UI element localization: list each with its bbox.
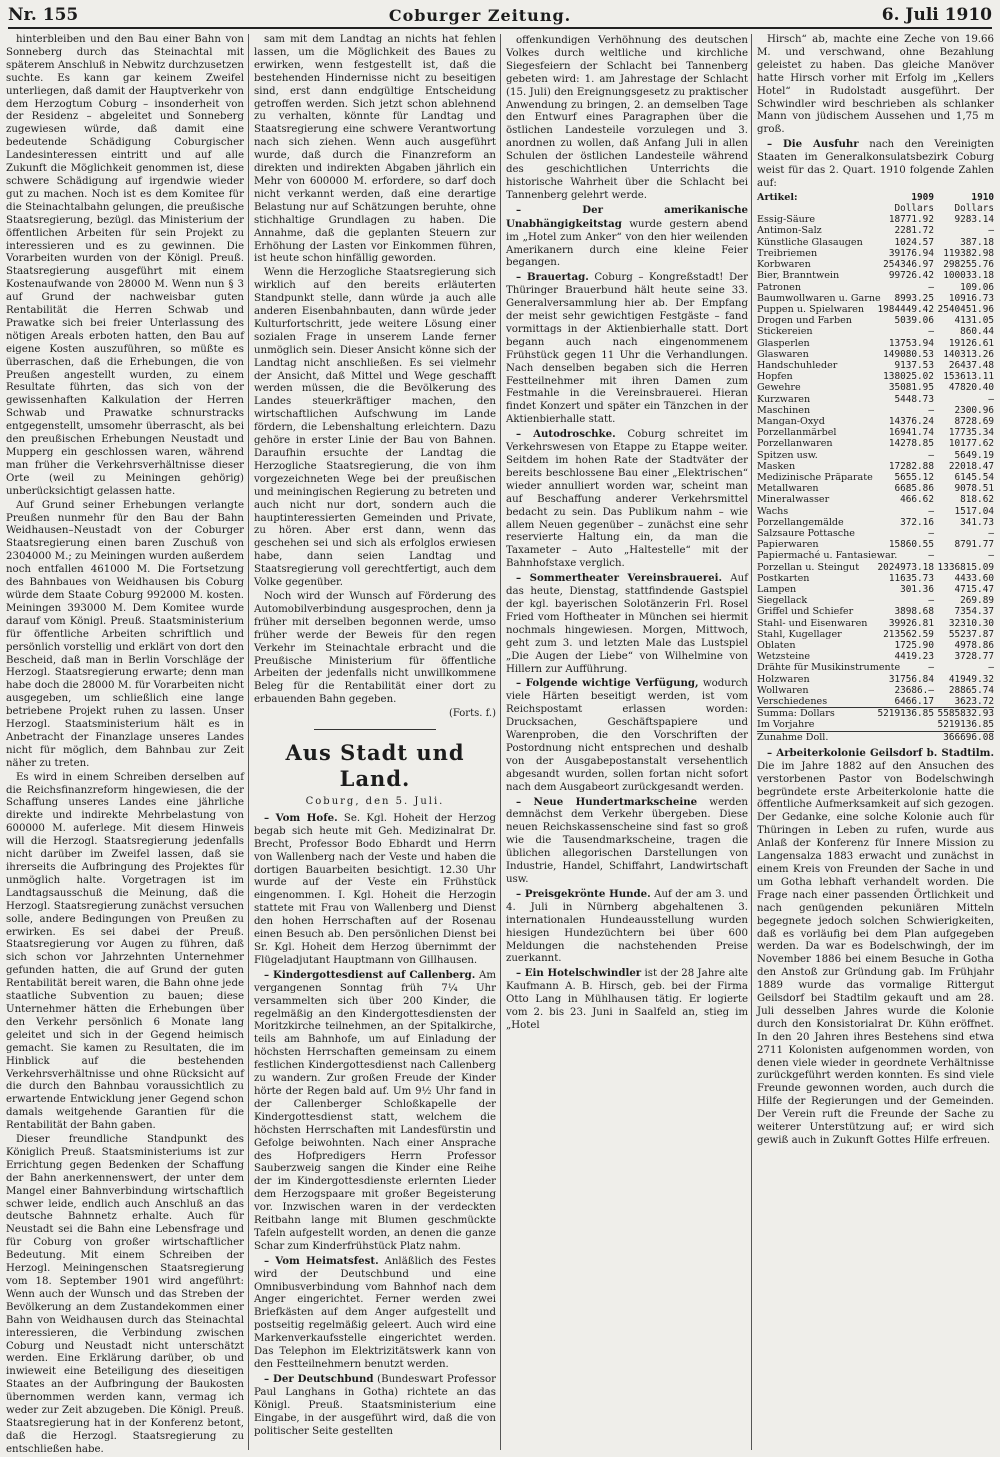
table-cell-1909: 1024.57 xyxy=(894,236,934,248)
article xyxy=(506,204,748,271)
table-cell-1909: 17282.88 xyxy=(888,460,934,472)
table-row xyxy=(757,338,994,349)
paragraph: hinterbleiben und den Bau einer Bahn von Sonneberg durch das Steinachtal mit späterem Anschluß in Nebwitz durchzusetzen suchte. Es kann gar keinem Zweifel unterliegen, daß damit der Hauptverkehr von dem Herzogtum Coburg – insonderheit von der Residenz – abgeleitet und Sonneberg zugewiesen würde, daß damit eine bedeutende Schädigung Coburgischer Landesinteressen eintritt und auf alle Zukunft die Möglichkeit genommen ist, diese schwere Schädigung auf irgendwie wieder gut zu machen. Noch ist es dem Komitee für die Steinachtalbahn gelungen, die preußische Staatsregierung, bezügl. das Ministerium der öffentlichen Arbeiten für sein Projekt zu interessieren und es zu gewinnen. Die Vorarbeiten wurden von der Königl. Preuß. Staatsregierung ausgeführt mit einem Kostenaufwande von 28000 M. Wenn nun § 3 auf Grund der nachweisbar guten Rentabilität die Herren Schwab und Prawatke sich bei freier Unterlassung des nötigen Areals erboten hatten, den Bau auf eigene Kosten auszuführen, so müßte es überraschen, daß die Erhebungen, die von Preußen angestellt wurden, zu einem Resultate führten, das sich von der gewissenhaften Kalkulation der Herren Schwab und Prawatke schnurstracks entgegenstellt, umsomehr überrascht, als bei den preußischen Erhebungen Neustadt und Mupperg ein geschlossen waren, während man früher die Verkehrsverhältnisse dieser Orte (weil zu Meiningen gehörig) unberücksichtigt gelassen hatte. xyxy=(6,34,244,497)
table-cell-item: Verschiedenes xyxy=(757,696,828,708)
article-text: ist der 28 Jahre alte Kaufmann A. B. Hirsch, geb. bei der Firma Otto Lang in Mühlhausen tätig. Er logierte vom 2. bis 23. Juni in Saalfeld an, stieg im „Hotel xyxy=(506,968,748,1031)
table-cell-1909: 6685.86 xyxy=(894,483,934,495)
table-cell-item: Mangan-Oxyd xyxy=(757,415,825,427)
article-heading: – Preisgekrönte Hunde. xyxy=(516,887,651,900)
table-row xyxy=(757,640,994,651)
paragraph: Auf Grund seiner Erhebungen verlangte Preußen nunmehr für den Bau der Bahn Weidhausen–Neustadt von der Coburger Staatsregierung einen baren Zuschuß von 2304000 M.; zu Meiningen wurden außerdem noch entfallen 461000 M. Die Fortsetzung des Bahnbaues von Weidhausen bis Coburg würde dem Staate Coburg 992000 M. kosten. Meiningen 393000 M. Dem Komitee wurde darauf vom Königl. Preuß. Staatsministerium für öffentliche Arbeiten schriftlich und persönlich vorstellig und erklärt von dort den Bescheid, daß man in Berlin Vorschläge der Herzogl. Staatsregierung erwarte; denn man habe doch die 28000 M. für Vorarbeiten nicht ausgegeben, um schließlich eine lange betriebene Projekt ruhen zu lassen. Unser Herzogl. Staatsministerium hält es in Anbetracht der Finanzlage unseres Landes nicht für möglich, dem Bahnbau zur Zeit näher zu treten. xyxy=(6,499,244,769)
table-cell-1910: 4978.86 xyxy=(954,640,994,651)
table-row xyxy=(757,450,994,461)
article xyxy=(506,34,748,203)
article-heading: – Ein Hotelschwindler xyxy=(516,967,642,980)
table-cell-1910: 7354.37 xyxy=(954,606,994,618)
table-cell-1910: 9283.14 xyxy=(954,214,994,226)
article-text: Auf das heute, Dienstag, stattfindende Gastspiel der kgl. bayerischen Solotänzerin Frl. Rosel Fried vom Hoftheater in München sei hiermit nochmals hingewiesen. Morgen, Mittwoch, geht zum 3. und letzten Male das Lustspiel „Die Augen der Liebe“ von Wilhelmine von Hillern zur Aufführung. xyxy=(506,573,748,675)
table-header-1909: 1909 xyxy=(911,191,934,203)
table-cell-1910: — xyxy=(988,527,994,539)
table-cell-1910: 6145.54 xyxy=(954,471,994,483)
table-cell-item: Essig-Säure xyxy=(757,214,816,226)
article-text: offenkundigen Verhöhnung des deutschen Volkes durch weltliche und kirchliche Siegesfeiern der Schlacht bei Tannenberg gebeten wird: 1. am Jahrestage der Schlacht (15. Juli) den Ereignungsgesetz zu praktischer Anwendung zu bringen, 2. an demselben Tage den Entwurf eines Paragraphen über die östlichen Landesteile vorzulegen und 3. anordnen zu wollen, daß Anfang Juli in allen Schulen der östlichen Landesteile während des geschichtlichen Unterrichts die historische Wahrheit über die Schlacht bei Tannenberg gelehrt werde. xyxy=(506,35,748,201)
column-divider xyxy=(751,34,752,1450)
table-cell-1910: — xyxy=(988,225,994,237)
table-cell-1909: — xyxy=(928,595,934,607)
table-row xyxy=(757,438,994,449)
table-row xyxy=(757,696,994,708)
table-row xyxy=(757,618,994,629)
article xyxy=(506,428,748,571)
article-text: Auf der am 3. und 4. Juli in Nürnberg abgehaltenen 3. internationalen Hundeausstellung wurden hiesigen Hundezüchtern bei über 600 Meldungen die nachstehenden Preise zuerkannt. xyxy=(506,888,748,965)
table-cell-1909: — xyxy=(928,662,934,674)
table-cell-1909: 138025.02 xyxy=(883,371,934,383)
table-unit-row xyxy=(757,203,994,214)
table-row xyxy=(757,461,994,472)
table-row xyxy=(757,394,994,405)
table-row xyxy=(757,349,994,360)
table-row xyxy=(757,539,994,550)
sum-1910: 5585832.93 xyxy=(934,708,994,720)
table-cell-1910: 2300.96 xyxy=(954,404,994,416)
table-cell-1909: — xyxy=(928,281,934,293)
table-cell-1910: 298255.76 xyxy=(943,259,994,271)
table-cell-1910: 41949.32 xyxy=(948,673,994,685)
table-cell-1910: 3728.77 xyxy=(954,651,994,663)
column-divider xyxy=(248,34,249,1450)
table-cell-item: Oblaten xyxy=(757,640,796,651)
table-cell-item: Maschinen xyxy=(757,404,811,416)
table-cell-item: Holzwaren xyxy=(757,673,810,685)
article-heading: – Die Ausfuhr xyxy=(767,138,859,151)
paragraph: Hirsch“ ab, machte eine Zeche von 19.66 M. und verschwand, ohne Bezahlung geleistet zu haben. Das gleiche Manöver hatte Hirsch vorher mit Erfolg im „Kellers Hotel“ in Rudolstadt ausgeführt. Der Schwindler wird beschrieben als schlanker Mann von jüdischem Aussehen und 1,75 m groß. xyxy=(757,34,994,136)
article xyxy=(506,271,748,427)
article-heading: – Sommertheater Vereinsbrauerei. xyxy=(516,572,723,585)
article-text: (Bundeswart Professor Paul Langhans in Gotha) richtete an das Königl. Preuß. Staatsministerium eine Eingabe, in der ausgeführt wird, daß die von politischer Seite gestellten xyxy=(254,1373,496,1437)
table-cell-item: Porzellangemälde xyxy=(757,516,844,528)
table-cell-1910: 9078.51 xyxy=(954,483,994,495)
article-heading: – Arbeiterkolonie Geilsdorf b. Stadtilm. xyxy=(767,746,994,759)
table-cell-1909: 15860.55 xyxy=(888,539,934,551)
issue-number: Nr. 155 xyxy=(8,5,79,25)
table-header-1910: 1910 xyxy=(971,191,994,203)
article xyxy=(506,967,748,1033)
article-heading: – Vom Hofe. xyxy=(264,811,338,824)
article xyxy=(506,796,748,887)
article-heading: – Autodroschke. xyxy=(516,428,616,441)
table-cell-1909: 35081.95 xyxy=(888,382,934,394)
masthead xyxy=(8,4,992,26)
table-cell-1909: 466.62 xyxy=(900,494,934,506)
table-cell-item: Künstliche Glasaugen xyxy=(757,236,863,248)
article-heading: – Der amerikanische Unabhängigkeitstag xyxy=(506,203,748,230)
table-cell-1910: 8728.69 xyxy=(954,415,994,427)
table-cell-1909: — xyxy=(928,449,934,461)
table-row xyxy=(757,517,994,528)
section-title: Aus Stadt und Land. xyxy=(285,740,465,792)
paragraph: sam mit dem Landtag an nichts hat fehlen lassen, um die Möglichkeit des Baues zu erwirken, wenn festgestellt ist, daß die bestehenden Hindernisse nicht zu beseitigen sind, erst dann endgültige Entscheidung getroffen werden. Sich jetzt schon ablehnend zu verhalten, könnte für Landtag und Staatsregierung eine schwere Verantwortung nach sich ziehen. Wenn auch ausgeführt wurde, daß durch die Finanzreform an direkten und indirekten Abgaben jährlich ein Mehr von 600000 M. erfordere, so darf doch nicht verkannt werden, daß eine derartige Belastung nur auf Schätzungen beruhte, ohne stichhaltige Grundlagen zu haben. Die Annahme, daß die geplanten Steuern zur Erhöhung der Lasten vor Einkommen führen, ist heute schon hinfällig geworden. xyxy=(254,34,496,265)
table-cell-1910: 22018.47 xyxy=(948,460,994,472)
newspaper-title: Coburger Zeitung. xyxy=(388,5,572,25)
table-cell-item: Korbwaren xyxy=(757,259,811,271)
table-cell-1909: 1725.90 xyxy=(894,640,934,651)
table-cell-1909: 6466.17 xyxy=(894,696,934,708)
paragraph: Noch wird der Wunsch auf Förderung des Automobilverbindung ausgesprochen, denn ja früher mit derselben begonnen werde, umso früher werde der Beweis für den regen Verkehr im Steinachtale erbracht und die Preußische Ministerium für öffentliche Arbeiten der jedenfalls nicht unwillkommene Beleg für die Rentabilität einer dort zu erbauenden Bahn gegeben. xyxy=(254,590,496,706)
table-cell-item: Salzsaure Pottasche xyxy=(757,527,855,539)
article xyxy=(506,888,748,966)
table-row xyxy=(757,472,994,483)
table-cell-1909: 11635.73 xyxy=(888,572,934,584)
table-cell-1910: 119382.98 xyxy=(943,247,994,259)
table-row xyxy=(757,651,994,662)
table-cell-item: Spitzen usw. xyxy=(757,449,818,461)
article-text: werden demnächst dem Verkehr übergeben. Diese neuen Reichskassenscheine sind fast so groß wie die Tausendmarkscheine, tragen die üblichen allegorischen Darstellungen von Industrie, Handel, Schiffahrt, Landwirtschaft usw. xyxy=(506,796,748,885)
sum-1909: 5219136.85 xyxy=(874,708,934,720)
table-row xyxy=(757,528,994,539)
table-cell-item: Postkarten xyxy=(757,572,810,584)
table-row xyxy=(757,270,994,281)
paragraph: Dieser freundliche Standpunkt des Königlich Preuß. Staatsministeriums ist zur Errichtung gegen Bedenken der Schaffung der Bahn anerkennenswert, der unter dem Mangel einer Bahnverbindung wirtschaftlich schwer leide, endlich auch Anschluß an das deutsche Bahnnetz erhalte. Auch für Neustadt sei die Bahn eine Lebensfrage und für Coburg von großer wirtschaftlicher Bedeutung. Mit einem Schreiben der Herzogl. Meiningenschen Staatsregierung vom 18. September 1901 wird angeführt: Wenn auch der Wunsch und das Streben der Bevölkerung an dem Zustandekommen einer Bahn von Weidhausen durch das Steinachtal interessieren, die Verbindung zwischen Coburg und Neustadt nicht unterschätzt werden. Eine Erklärung darüber, ob und inwieweit eine Beteiligung des dieseitigen Staates an der Aufbringung der Baukosten übernommen werden kann, vermag ich weder zur Zeit abzugeben. Die Königl. Preuß. Staatsregierung hat in der Konferenz betont, daß die Herzogl. Staatsregierung zu entschließen habe. xyxy=(6,1134,244,1455)
table-cell-1910: 818.62 xyxy=(960,494,994,506)
table-cell-1910: 3623.72 xyxy=(954,696,994,708)
table-cell-1909: — xyxy=(928,505,934,517)
table-cell-1910: 860.44 xyxy=(960,326,994,338)
table-row xyxy=(757,573,994,584)
table-cell-1910: 4433.60 xyxy=(954,572,994,584)
table-row xyxy=(757,416,994,427)
table-unit: Dollars xyxy=(894,203,934,215)
table-cell-1910: 17735.34 xyxy=(948,427,994,439)
table-row xyxy=(757,629,994,640)
article-heading: – Neue Hundertmarkscheine xyxy=(516,795,698,808)
article-heading: – Der Deutschbund xyxy=(264,1372,374,1385)
table-row xyxy=(757,674,994,685)
table-increase-row xyxy=(757,731,994,743)
table-cell-1909: — xyxy=(928,404,934,416)
table-cell-1909: 213562.59 xyxy=(883,628,934,640)
table-cell-1910: 4715.47 xyxy=(954,583,994,595)
paragraph: Es wird in einem Schreiben derselben auf die Reichsfinanzreform hingewiesen, die der Schaffung unseres Landes eine jährliche direkte und indirekte Mehrbelastung von 600000 M. auferlege. Mit diesem Hinweis will die Herzogl. Staatsregierung jedenfalls nicht darüber im Zweifel lassen, daß sie ihrerseits die Aufbringung des Projektes für unmöglich halte. Vorgetragen ist im Landtagsausschuß die Meinung, daß die Herzogl. Staatsregierung zunächst versuchen solle, andere Bedingungen von Preußen zu erwirken. Es sei dabei der Preuß. Staatsregierung vor Augen zu führen, daß sich schon vor Jahrzehnten Unternehmer gefunden hatten, die auf Grund der guten Rentabilität bereit waren, die Bahn ohne jede staatliche Subvention zu bauen; diese Unternehmer hätten die Erhebungen über den Verkehr persönlich 6 Monate lang geleitet und sich in der Gegend heimisch gemacht. Sie kamen zu Resultaten, die im Hinblick auf die bestehenden Verkehrsverhältnisse und ohne Rücksicht auf die durch den Bahnbau voraussichtlich zu erwartende Entwicklung jener Gegend schon damals weitgehende Garantien für die Rentabilität der Bahn gaben. xyxy=(6,771,244,1132)
column-divider xyxy=(500,34,501,1450)
table-cell-1909: 23686.— xyxy=(894,684,934,696)
table-cell-item: Metallwaren xyxy=(757,483,819,495)
table-row xyxy=(757,304,994,315)
table-row xyxy=(757,405,994,416)
table-cell-1910: 100033.18 xyxy=(943,270,994,282)
table-row xyxy=(757,382,994,393)
table-prev-row xyxy=(757,719,994,731)
table-cell-1910: 341.73 xyxy=(960,516,994,528)
article xyxy=(506,572,748,676)
table-row xyxy=(757,606,994,617)
article-text: wurde gestern abend im „Hotel zum Anker“ von den hier weilenden Amerikanern durch eine kleine Feier begangen. xyxy=(506,218,748,269)
table-row xyxy=(757,662,994,673)
table-cell-item: Glaswaren xyxy=(757,348,809,360)
paragraph: Wenn die Herzogliche Staatsregierung sich wirklich auf den bereits erläuterten Standpunkt stelle, dann würde ja auch alle anderen Eisenbahnbauten, dann würde jeder Kulturfortschritt, jede weitere Lösung einer sozialen Frage in unserem Lande ferner unmöglich sein. Dieser Ansicht könne sich der Landtag nicht anschließen. Es sei vielmehr der Ansicht, daß Mittel und Wege geschafft werden müssen, die die Bevölkerung des Landes steuerkräftiger machen, den wirtschaftlichen Aufschwung im Lande fördern, die Lebenshaltung erleichtern. Dazu gehöre in erster Linie der Bau von Bahnen. Daraufhin ersuchte der Landtag die Herzogliche Staatsregierung, die von ihm vorgezeichneten Wege bei der preußischen und meiningischen Regierung zu betreten und auch nicht nur dort, sondern auch die hauptinteressierten Gemeinden und Private, zu hören. Aber erst dann, wenn das geschehen sei und sich als erfolglos erwiesen habe, dann seien Landtag und Staatsregierung voll gerechtfertigt, auch dem Volke gegenüber. xyxy=(254,267,496,589)
table-row xyxy=(757,595,994,606)
table-cell-item: Glasperlen xyxy=(757,337,810,349)
column-1 xyxy=(6,34,244,1455)
table-cell-item: Gewehre xyxy=(757,382,801,394)
table-cell-item: Hopfen xyxy=(757,371,793,383)
table-cell-item: Papiermaché u. Fantasiewar. xyxy=(757,550,898,562)
table-cell-1909: 2024973.18 xyxy=(877,561,934,573)
table-row xyxy=(757,584,994,595)
table-cell-1909: 4419.23 xyxy=(894,651,934,663)
table-cell-1909: 39176.94 xyxy=(888,247,934,259)
table-unit: Dollars xyxy=(954,203,994,215)
table-cell-1909: 9137.53 xyxy=(894,359,934,371)
table-cell-1910: 26437.48 xyxy=(948,359,994,371)
table-cell-1909: 13753.94 xyxy=(888,337,934,349)
article-heading: – Vom Heimatsfest. xyxy=(264,1254,379,1267)
table-cell-1910: 1517.04 xyxy=(954,505,994,517)
table-row xyxy=(757,259,994,270)
table-cell-item: Mineralwasser xyxy=(757,494,830,506)
article-text: Se. Kgl. Hoheit der Herzog begab sich heute mit Geh. Medizinalrat Dr. Brecht, Professor Bodo Ebhardt und Herrn von Wallenberg nach der Veste und haben die dortigen Bauarbeiten besichtigt. 12.30 Uhr wurde auf der Veste ein Frühstück eingenommen. I. Kgl. Hoheit die Herzogin stattete mit Frau von Wallenberg und Dienst den hohen Herrschaften auf der Rosenau einen Besuch ab. Den persönlichen Dienst bei Sr. Kgl. Hoheit dem Herzog übernimmt der Flügeladjutant Hauptmann von Gillhausen. xyxy=(254,812,497,966)
article-text: Die im Jahre 1882 auf den Ansuchen des verstorbenen Pastor von Bodelschwingh begründete erste Arbeiterkolonie hatte die öffentliche Aufmerksamkeit auf sich gezogen. Der Gedanke, eine solche Kolonie auch für Thüringen in Leben zu rufen, wurde aus Anlaß der Konferenz für Innere Mission zu Langensalza 1883 erwacht und zunächst in einem Kreis von Freunden der Sache in und um Gotha lebhaft verhandelt worden. Die Frage nach einer passenden Örtlichkeit und nach genügenden pekuniären Mitteln begegnete jedoch solchen Schwierigkeiten, daß es vorläufig bei dem Plan aufgegeben werden. Da war es Bodelschwingh, der im November 1886 bei einem Besuche in Gotha den Anstoß zur Gründung gab. Im Frühjahr 1889 wurde das vormalige Rittergut Geilsdorf bei Stadtilm gekauft und am 28. Juli desselben Jahres wurde die Kolonie durch den Konsistorialrat Dr. Kühn eröffnet. In den 20 Jahren ihres Bestehens sind etwa 2711 Kolonisten aufgenommen worden, von denen viele wieder in geordnete Verhältnisse zurückgeführt werden konnten. Es sind viele Freunde gewonnen worden, auch durch die Hilfe der Regierungen und der Gemeinden. Der Verein ruft die Freunde der Sache zu weiterer Unterstützung auf; er wird sich gewiß auch in Zukunft Gottes Hilfe erfreuen. xyxy=(757,760,994,1147)
table-cell-item: Lampen xyxy=(757,583,797,595)
table-row xyxy=(757,371,994,382)
prev-value: 5219136.85 xyxy=(937,719,994,731)
table-cell-item: Stahl, Kugellager xyxy=(757,628,842,640)
table-cell-item: Handschuhleder xyxy=(757,359,838,371)
table-cell-item: Medizinische Präparate xyxy=(757,471,873,483)
increase-label: Zunahme Doll. xyxy=(757,731,874,743)
article-text: Coburg – Kongreßstadt! Der Thüringer Brauerbund hält heute seine 33. Generalversammlung hier ab. Der Empfang der meist sehr gewichtigen Festgäste – fand vormittags in der Aktienbierhalle statt. Dort begann auch nach eingenommenem Frühstück gegen 11 Uhr die Verhandlungen. Nach denselben begaben sich die Herren Festteilnehmer mit ihren Damen zum Festmahle in die Vereinsbrauerei. Hieran findet Konzert und später ein Tänzchen in der Aktienbierhalle statt. xyxy=(506,272,749,426)
table-cell-item: Papierwaren xyxy=(757,539,819,551)
table-cell-1909: 5448.73 xyxy=(894,393,934,405)
table-cell-item: Puppen u. Spielwaren xyxy=(757,303,865,315)
table-cell-1909: 149080.53 xyxy=(883,348,934,360)
issue-date: 6. Juli 1910 xyxy=(881,5,992,25)
table-cell-item: Masken xyxy=(757,460,796,472)
table-cell-1910: 55237.87 xyxy=(948,628,994,640)
article-text: nach den Vereinigten Staaten im Generalkonsulatsbezirk Coburg weist für das 2. Quart. 1910 folgende Zahlen auf: xyxy=(757,139,994,189)
table-row xyxy=(757,293,994,304)
table-cell-1909: 39926.81 xyxy=(888,617,934,629)
table-cell-1909: 2281.72 xyxy=(894,225,934,237)
article xyxy=(254,969,496,1254)
table-cell-1910: 109.06 xyxy=(960,281,994,293)
increase-value: 366696.08 xyxy=(934,731,994,743)
table-cell-1909: 372.16 xyxy=(900,516,934,528)
table-cell-1909: 3898.68 xyxy=(894,606,934,618)
table-cell-1910: 19126.61 xyxy=(948,337,994,349)
article-text: Anläßlich des Festes wird der Deutschbund und eine Omnibusverbindung vom Bahnhof nach dem Anger eingerichtet. Ferner werden zwei Briefkästen auf dem Anger aufgestellt und postseitig regelmäßig geleert. Auch wird eine Markenverkaufsstelle eingerichtet werden. Das Telephon im Elektrizitätswerk kann von den Festteilnehmern benutzt werden. xyxy=(254,1255,496,1370)
section-separator xyxy=(314,729,436,730)
article-heading: – Folgende wichtige Verfügung, xyxy=(516,677,699,690)
table-cell-1909: 1984449.42 xyxy=(877,303,934,315)
article-text: wodurch viele Härten beseitigt werden, ist vom Reichspostamt erlassen worden: Drucksachen, Geschäftspapiere und Warenproben, die den Vorschriften der Postordnung nicht entsprechen und deshalb von der Ausgabepostanstalt versehentlich abgesandt wurden, sollen fortan nicht sofort nach dem Ausgabeort zurückgesandt werden. xyxy=(506,678,748,793)
article xyxy=(254,1255,496,1372)
table-cell-1910: — xyxy=(988,550,994,562)
table-cell-1910: 387.18 xyxy=(960,236,994,248)
table-cell-1909: 254346.97 xyxy=(883,259,934,271)
table-cell-1910: 32310.30 xyxy=(948,617,994,629)
table-row xyxy=(757,562,994,573)
table-cell-1909: 31756.84 xyxy=(888,673,934,685)
table-cell-item: Porzellanmärbel xyxy=(757,427,837,439)
table-cell-item: Griffel und Schiefer xyxy=(757,606,854,618)
table-sum-row xyxy=(757,708,994,720)
table-cell-1910: 269.89 xyxy=(960,595,994,607)
table-row xyxy=(757,248,994,259)
table-row xyxy=(757,427,994,438)
table-cell-1909: — xyxy=(928,527,934,539)
sum-label: Summa: Dollars xyxy=(757,708,874,720)
table-cell-1910: 10177.62 xyxy=(948,438,994,450)
table-cell-1910: 8791.77 xyxy=(954,539,994,551)
article-heading: – Kindergottesdienst auf Callenberg. xyxy=(264,968,476,981)
table-cell-1910: 10916.73 xyxy=(948,292,994,304)
table-header-row xyxy=(757,192,994,203)
table-cell-1910: 153613.11 xyxy=(943,371,994,383)
table-cell-item: Baumwollwaren u. Garne xyxy=(757,292,881,304)
table-cell-1909: 301.36 xyxy=(900,583,934,595)
table-cell-item: Wetzsteine xyxy=(757,651,811,663)
article xyxy=(757,138,994,191)
article xyxy=(254,812,496,968)
table-cell-1910: — xyxy=(988,662,994,674)
masthead-rule xyxy=(8,27,992,29)
table-row xyxy=(757,214,994,225)
article xyxy=(506,677,748,794)
table-cell-1909: 18771.92 xyxy=(888,214,934,226)
article-heading: – Brauertag. xyxy=(516,271,589,284)
table-cell-item: Wollwaren xyxy=(757,684,809,696)
article-text: Coburg schreitet im Verkehrswesen von Etappe zu Etappe weiter. Seitdem im hohen Rate der Stadtväter der bereits beschlossene Bau einer „Elektrischen“ wieder annulliert worden war, scheint man auf Beschaffung anderer Verkehrsmittel bedacht zu sein. Das Publikum nahm – wie allem Neuen gegenüber – zunächst eine sehr reservierte Haltung ein, da man die Taxameter – Auto „Haltestelle“ mit der Bahnhofstaxe verglich. xyxy=(506,429,748,570)
table-cell-item: Siegellack xyxy=(757,595,808,607)
table-cell-1909: 5655.12 xyxy=(894,471,934,483)
table-row xyxy=(757,282,994,293)
table-cell-1909: 8993.25 xyxy=(894,292,934,304)
table-row xyxy=(757,237,994,248)
continuation-note: (Forts. f.) xyxy=(448,708,496,720)
table-cell-item: Stahl- und Eisenwaren xyxy=(757,617,868,629)
table-cell-1910: 28865.74 xyxy=(948,684,994,696)
table-cell-item: Porzellanwaren xyxy=(757,438,833,450)
table-row xyxy=(757,315,994,326)
table-cell-1909: — xyxy=(928,326,934,338)
table-cell-1909: 14376.24 xyxy=(888,415,934,427)
column-4 xyxy=(757,34,994,1450)
article-text: Am vergangenen Sonntag früh 7¼ Uhr versammelten sich über 200 Kinder, die regelmäßig an den Kindergottesdiensten der Moritzkirche teilnehmen, an der Spitalkirche, teils am Bahnhofe, um auf Einladung der höchsten Herrschaften gemeinsam zu einem festlichen Kindergottesdienst nach Callenberg zu wandern. Zur großen Freude der Kinder hörte der Regen bald auf. Um 9½ Uhr fand in der Callenberger Schloßkapelle der Kindergottesdienst statt, welchem die höchsten Herrschaften mit Landesfürstin und Gefolge beiwohnten. Nach einer Ansprache des Hofpredigers Herrn Professor Sauberzweig sangen die Kinder eine Reihe der im Kindergottesdienste erlernten Lieder dem Herzogspaare mit großer Begeisterung vor. Inzwischen waren in der verdeckten Reitbahn lange mit Blumen geschmückte Tafeln aufgestellt worden, an denen die ganze Schar zum Kinderfrühstück Platz nahm. xyxy=(254,969,496,1252)
table-cell-item: Antimon-Salz xyxy=(757,225,822,237)
table-cell-item: Drogen und Farben xyxy=(757,315,852,327)
table-cell-1909: 14278.85 xyxy=(888,438,934,450)
table-cell-1910: 4131.05 xyxy=(954,315,994,327)
table-cell-1909: 5039.06 xyxy=(894,315,934,327)
prev-label: Im Vorjahre xyxy=(757,719,815,731)
table-cell-1909: 99726.42 xyxy=(888,270,934,282)
table-cell-1910: 47820.40 xyxy=(948,382,994,394)
table-cell-1910: 2540451.96 xyxy=(937,303,994,315)
table-header-item: Artikel: xyxy=(757,191,798,203)
table-row xyxy=(757,225,994,236)
table-row xyxy=(757,483,994,494)
article xyxy=(254,1373,496,1439)
table-row xyxy=(757,360,994,371)
table-cell-item: Kurzwaren xyxy=(757,393,811,405)
table-row xyxy=(757,494,994,505)
article xyxy=(757,747,994,1148)
table-cell-item: Bier, Branntwein xyxy=(757,270,840,282)
table-cell-item: Treibriemen xyxy=(757,247,818,259)
table-cell-item: Porzellan u. Steingut xyxy=(757,561,860,573)
table-row xyxy=(757,506,994,517)
table-cell-1910: 5649.19 xyxy=(954,449,994,461)
table-cell-1909: 16941.74 xyxy=(888,427,934,439)
export-table xyxy=(757,192,994,743)
table-row xyxy=(757,326,994,337)
table-cell-item: Wachs xyxy=(757,505,789,517)
table-cell-item: Stickereien xyxy=(757,326,813,338)
table-cell-1909: — xyxy=(928,550,934,562)
table-row xyxy=(757,685,994,696)
table-cell-1910: 140313.26 xyxy=(943,348,994,360)
column-3 xyxy=(506,34,748,1450)
table-cell-item: Patronen xyxy=(757,281,801,293)
table-cell-1910: — xyxy=(988,393,994,405)
table-cell-item: Drähte für Musikinstrumente xyxy=(757,662,901,674)
table-cell-1910: 1336815.09 xyxy=(937,561,994,573)
dateline: Coburg, den 5. Juli. xyxy=(305,796,445,808)
table-row xyxy=(757,550,994,561)
column-2 xyxy=(254,34,496,1450)
